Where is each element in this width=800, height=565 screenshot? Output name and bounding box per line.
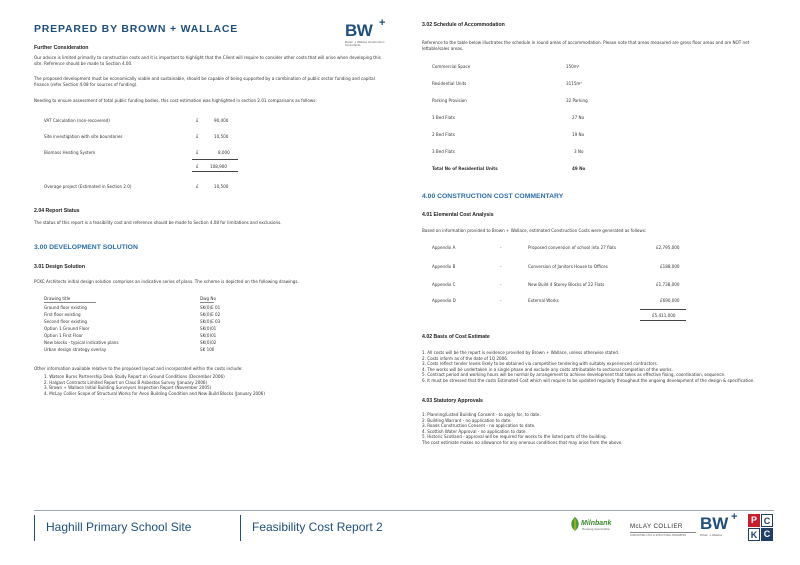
design-solution-heading: 3.01 Design Solution [34,264,86,270]
further-para-2: The proposed development must be economically viable and sustainable, should be capable of being supported by a combination of public sector funding and capital finance (refer Section 4.08 for sources of funding). [34,76,375,87]
appendix-desc: External Works [528,298,559,303]
mclay-collier-subtitle: CONSULTING CIVIL & STRUCTURAL ENGINEERS [630,532,696,537]
cost-total-rule-bottom [192,171,238,172]
footer-bw-plus: + [731,511,738,523]
table-row-title: Ground floor existing [44,305,88,310]
table-row-title: Urban design strategy overlay [44,347,107,352]
schedule-label: 1 Bed Flats [432,115,455,120]
appendix-label: Appendix D [432,298,456,303]
elemental-cost-text: Based on information provided to Brown + Wallace, estimated Construction Costs were generated as follows: [422,228,647,233]
table-row-no: SK(0)E 01 [200,305,221,310]
table-row-title: New blocks - typical indicative plans [44,340,119,345]
basis-heading: 4.02 Basis of Cost Estimate [422,334,490,340]
list-item: 3. Roads Construction Consent - no application to date. [422,423,536,429]
list-item: 5. Historic Scotland - approval will be required for works to the listed parts of the building. [422,434,607,440]
drawings-col-rule [44,302,96,303]
milnbank-logo [568,516,626,544]
cost-item-value: 10,500 [214,134,229,139]
list-item: 4. Scottish Water Approval - no application to date. [422,428,527,434]
cost-item-value: 90,400 [214,118,229,123]
pckc-letter-p: P [748,514,760,527]
cost-item-currency: £ [196,134,199,139]
cost-total-rule [192,159,238,160]
footer-bw-text: BW [700,514,729,533]
appendix-total-rule [640,309,686,310]
milnbank-subtitle: Housing Association [582,527,611,531]
milnbank-leaf-icon [568,516,582,532]
statutory-heading: 4.03 Statutory Approvals [422,398,483,404]
other-info-text: Other information available relative to the proposed layout and incorporated within the costs include: [34,366,243,371]
schedule-heading: 3.02 Schedule of Accommodation [422,22,505,28]
schedule-label: Residential Units [432,81,467,86]
schedule-value: 150m² [566,64,580,69]
table-row-title: Option 1 First Floor [44,333,83,338]
schedule-value: 3 No [574,149,584,154]
pckc-logo [748,514,774,542]
cost-item-label: Biomass Heating System [44,150,96,155]
brown-wallace-logo [345,17,397,48]
table-row-no: SK(0)02 [200,340,217,345]
list-item: 1. All costs will be the report is evidence provided by Brown + Wallace, unless otherwise stated. [422,350,620,355]
table-row-no: SK(0)01 [200,333,217,338]
schedule-label: 2 Bed Flats [432,132,455,137]
design-solution-text: PCKC Architects initial design solution comprises an indicative series of plans. The scheme is depicted on the following drawings. [34,279,299,284]
schedule-total-value: 49 No [572,166,586,171]
appendix-value: £690,000 [660,298,680,303]
schedule-label: Commercial Space [432,64,471,69]
bw-logo-plus: + [379,17,386,29]
table-row-no: SK(0)E 02 [200,312,221,317]
appendix-total-rule-bottom [640,320,686,321]
mclay-collier-name: McLAY COLLIER [630,523,683,530]
footer-divider [34,510,774,511]
drawings-col-title: Drawing title [44,296,71,301]
list-item: 3. Brown + Wallace Initial Building Surveyors Inspection Report (November 2005) [44,385,212,391]
table-row-no: SK 100 [200,347,215,352]
bw-logo-subtitle: Brown + Wallace Construction Consultants [345,40,385,48]
pckc-letter-c2: C [761,528,773,541]
appendix-dash: - [500,298,502,303]
further-para-3: Needing to ensure assessment of total public funding bodies, this cost estimation was highlighted in section 2.01 comparisons as follows: [34,98,317,103]
list-item: 1. Planning/Listed Building Consent - to apply for, to date. [422,412,541,417]
appendix-label: Appendix A [432,245,456,250]
cost-item-value: 8,000 [218,150,230,155]
footer-site-title: Haghill Primary School Site [46,520,192,534]
schedule-label: Parking Provision [432,98,467,103]
table-row-no: SK(0)01 [200,326,217,331]
schedule-value: 27 No [572,115,585,120]
drawings-col-rule [200,302,214,303]
list-item: 6. It must be stressed that the costs Estimated Cost which will require to be updated regularly throughout the ongoing development of the design & specification. [422,377,755,383]
statutory-note: The cost estimate makes no allowance for any onerous conditions that may arise from the above. [422,439,623,445]
appendix-dash: - [500,282,502,287]
table-row-title: Second floor existing [44,319,88,324]
appendix-value: £1,738,000 [656,282,680,287]
bw-logo-text: BW [345,21,373,40]
footer-report-title: Feasibility Cost Report 2 [252,520,383,534]
development-solution-heading: 3.00 DEVELOPMENT SOLUTION [34,244,138,251]
construction-cost-heading: 4.00 CONSTRUCTION COST COMMENTARY [422,193,564,200]
report-status-heading: 2.04 Report Status [34,208,80,214]
table-row-title: Option 1 Ground Floor [44,326,90,331]
cost-item-currency: £ [196,150,199,155]
cost-total-value: 108,900 [210,164,227,169]
list-item: 4. McLay Collier Scope of Structural Works for Avon Building Condition and New Build Blocks (January 2006) [44,390,265,396]
list-item: 4. The works will be undertaken in a single phase and exclude any costs attributable to sectional completion of the works. [422,366,673,372]
schedule-value: 19 No [572,132,585,137]
appendix-label: Appendix C [432,282,456,287]
pckc-letter-k: K [748,528,760,541]
list-item: 2. Costs inform as of the date of 1Q 2006. [422,355,509,361]
cost-total-currency: £ [196,164,199,169]
list-item: 1. Watson Burns Partnership Desk Study Report on Ground Conditions (December 2006) [44,374,225,379]
appendix-total-value: £5,411,000 [652,313,676,318]
footer-bar-middle [240,515,241,541]
drawings-col-no: Dwg No [200,296,216,301]
cost-item-label: Site investigation with site boundaries [44,134,123,139]
appendix-label: Appendix B [432,264,456,269]
schedule-label: 3 Bed Flats [432,149,455,154]
basis-list [422,350,772,383]
schedule-text: Reference to the table below illustrates the schedule in round areas of accommodation. Please note that areas measured are gross floor areas and are NOT net lettable/sales areas. [422,40,750,51]
appendix-dash: - [500,264,502,269]
table-row-title: First floor existing [44,312,81,317]
schedule-value: 32 Parking [566,98,588,103]
appendix-value: £2,795,000 [656,245,680,250]
cost-extra-currency: £ [196,184,199,189]
cost-extra-label: Overage project (Estimated in Section 2.0) [44,184,132,189]
report-status-text: The status of this report is a feasibility cost and reference should be made to Section 4.08 for limitations and exclusions. [34,220,282,225]
appendix-value: £188,000 [660,264,680,269]
statutory-list [422,412,772,445]
prepared-by-title: PREPARED BY BROWN + WALLACE [34,23,239,35]
cost-item-currency: £ [196,118,199,123]
footer-bw-logo [700,513,746,543]
cost-extra-value: 10,500 [214,184,229,189]
schedule-total-label: Total No of Residential Units [432,166,498,171]
further-consideration-heading: Further Consideration [34,45,89,51]
appendix-desc: Conversion of Janitors House to Offices [528,264,608,269]
footer-bw-subtitle: Brown + Wallace [700,533,723,537]
appendix-dash: - [500,245,502,250]
table-row-no: SK(0)E 03 [200,319,221,324]
mclay-collier-logo [630,523,696,545]
elemental-cost-heading: 4.01 Elemental Cost Analysis [422,212,494,218]
cost-item-label: VAT Calculation (non-recovered) [44,118,110,123]
other-info-list [44,374,265,396]
pckc-letter-c: C [761,514,773,527]
appendix-desc: Proposed conversion of school into 27 flats [528,245,616,250]
list-item: 2. Halgavt Contracts Limited Report on Class B Asbestos Survey (January 2006) [44,379,208,385]
schedule-value: 3115m² [566,81,583,86]
list-item: 3. Costs reflect tender levels likely to be obtained via competitive tendering with suitably experienced contractors. [422,361,658,367]
footer-bar-left [34,515,35,541]
milnbank-name: Milnbank [581,520,612,527]
appendix-desc: New Build 4 Storey Blocks of 22 Flats [528,282,605,287]
further-para-1: Our advice is limited primarily to construction costs and it is important to highlight that the Client will require to consider other costs that will arise when developing this site. Reference should be made to Section 4.00. [34,55,381,66]
list-item: 5. Contract period and working hours will be normal by arrangement to achieve development that takes as effective fixing, coordination, sequence. [422,372,726,378]
list-item: 2. Building Warrant - no application to date. [422,417,512,423]
